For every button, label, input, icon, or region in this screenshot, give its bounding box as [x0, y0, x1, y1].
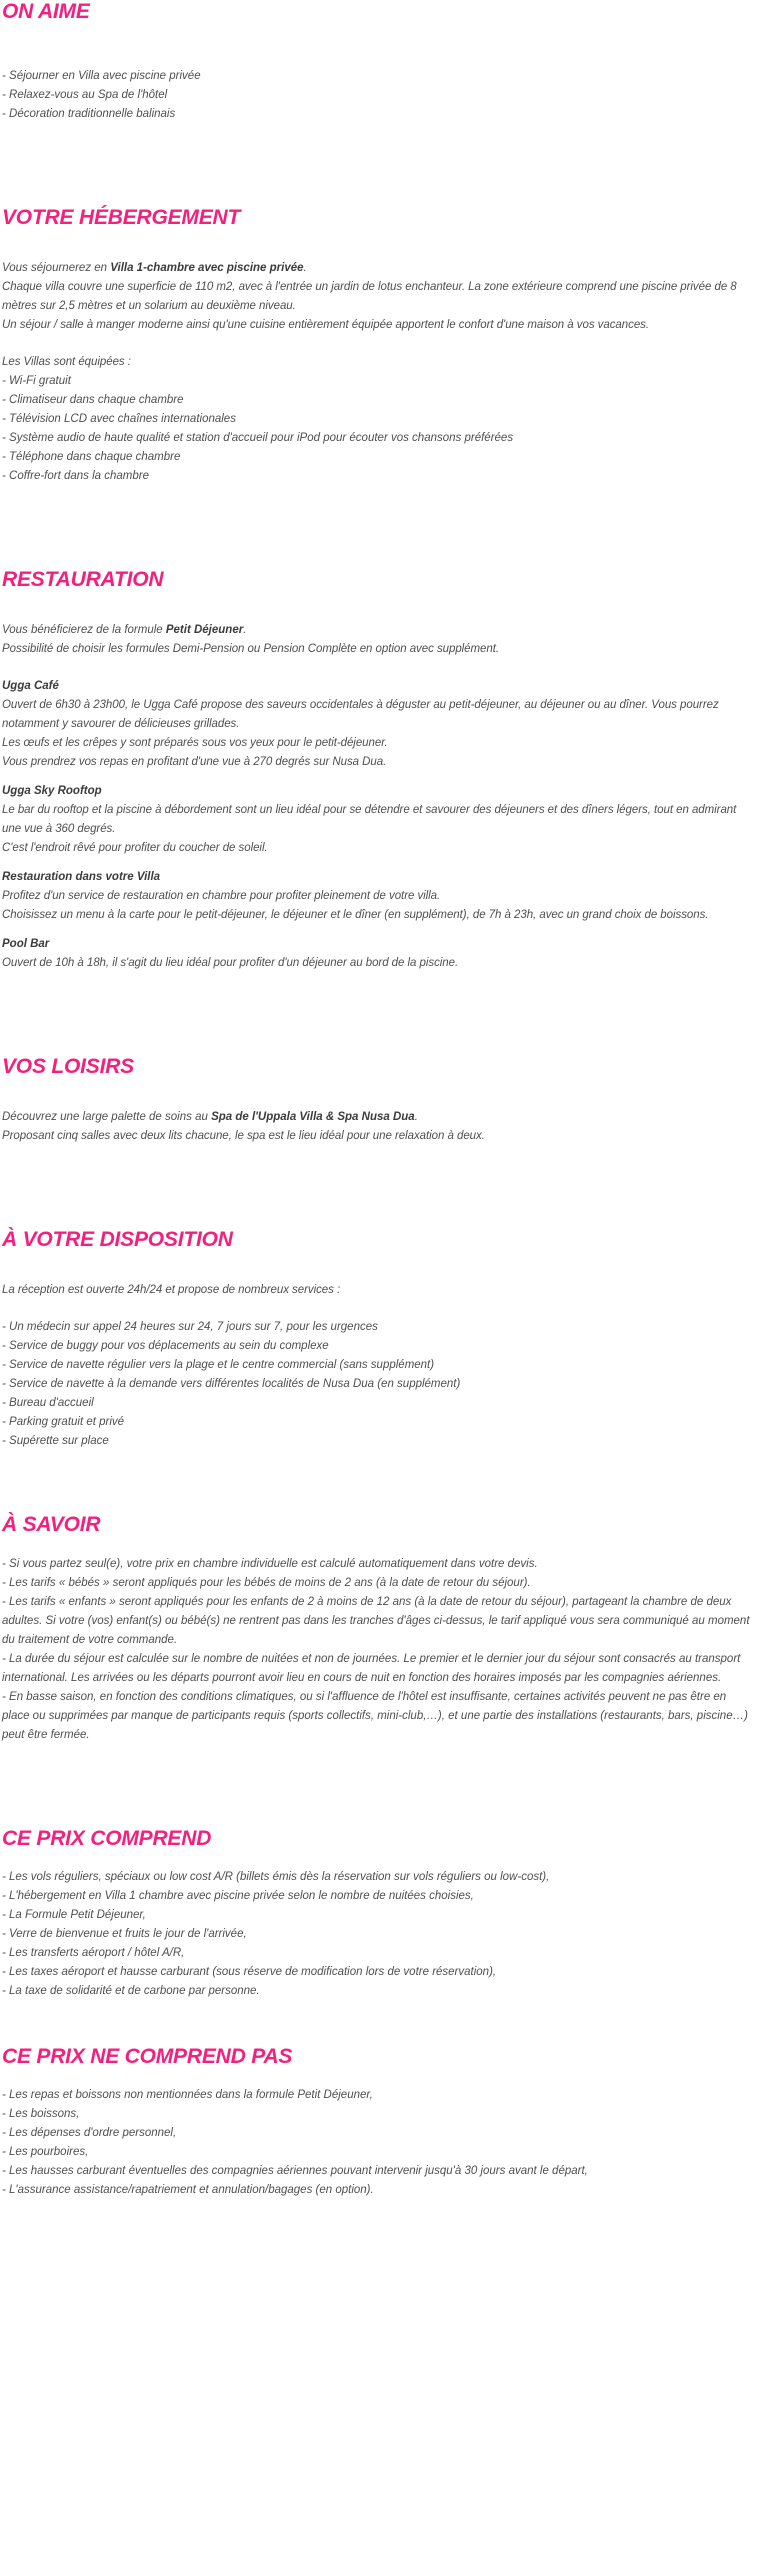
venue-line: Les œufs et les crêpes y sont préparés sous vos yeux pour le petit-déjeuner. — [2, 737, 388, 750]
included-list — [2, 1868, 752, 2001]
list-item: - L'hébergement en Villa 1 chambre avec piscine privée selon le nombre de nuitées choisies, — [2, 1889, 474, 1902]
section-title-disposition: À VOTRE DISPOSITION — [2, 1228, 233, 1252]
section-title-loisirs: VOS LOISIRS — [2, 1055, 134, 1079]
list-item: - La Formule Petit Déjeuner, — [2, 1908, 146, 1921]
spacer — [2, 124, 752, 206]
services-list — [2, 1318, 752, 1451]
venue-in-villa-dining — [2, 868, 752, 925]
section-hebergement — [2, 206, 752, 486]
list-item: - Les tarifs « bébés » seront appliqués pour les bébés de moins de 2 ans (à la date de retour du séjour). — [2, 1576, 531, 1589]
list-item: - Wi-Fi gratuit — [2, 375, 71, 388]
list-item: - Les hausses carburant éventuelles des compagnies aériennes pouvant intervenir jusqu'à 30 jours avant le départ, — [2, 2164, 588, 2177]
lead-emphasis: Spa de l'Uppala Villa & Spa Nusa Dua — [211, 1111, 415, 1124]
list-item: - Téléphone dans chaque chambre — [2, 451, 181, 464]
venue-name: Pool Bar — [2, 938, 50, 951]
section-disposition — [2, 1228, 752, 1451]
spacer — [2, 1251, 752, 1281]
list-item: - Coffre-fort dans la chambre — [2, 470, 150, 483]
equipment-list — [2, 372, 752, 486]
restauration-lead — [2, 621, 752, 640]
list-item: - Les boissons, — [2, 2107, 80, 2120]
list-item: - Un médecin sur appel 24 heures sur 24, 7 jours sur 7, pour les urgences — [2, 1321, 378, 1334]
list-item: - Les taxes aéroport et hausse carburant (sous réserve de modification lors de votre réservation), — [2, 1965, 497, 1978]
restauration-lead-2: Possibilité de choisir les formules Demi-Pension ou Pension Complète en option avec supplément. — [2, 643, 500, 656]
section-title-ce-prix-ne-comprend-pas: CE PRIX NE COMPREND PAS — [2, 2044, 293, 2068]
loisirs-lead — [2, 1108, 752, 1127]
list-item: - Parking gratuit et privé — [2, 1416, 125, 1429]
lead-prefix: Vous bénéficierez de la formule — [2, 624, 166, 637]
lead-suffix: . — [414, 1111, 418, 1124]
section-title-ce-prix-comprend: CE PRIX COMPREND — [2, 1826, 212, 1850]
spacer — [2, 1745, 752, 1827]
list-item: - La taxe de solidarité et de carbone par personne. — [2, 1984, 260, 1997]
section-restauration — [2, 568, 752, 973]
list-item: - Service de navette à la demande vers différentes localités de Nusa Dua (en supplément) — [2, 1378, 461, 1391]
list-item: - L'assurance assistance/rapatriement et annulation/bagages (en option). — [2, 2183, 374, 2196]
hebergement-paragraph-1: Chaque villa couvre une superficie de 110 m2, avec à l'entrée un jardin de lotus enchanteur. La zone extérieure comprend une piscine privée de 8 mètres sur 2,5 mètres et un solarium au deuxième niveau. — [2, 281, 737, 313]
section-title-restauration: RESTAURATION — [2, 568, 164, 592]
venue-line: Ouvert de 10h à 18h, il s'agit du lieu idéal pour profiter d'un déjeuner au bord de la piscine. — [2, 957, 459, 970]
list-item: - Télévision LCD avec chaînes internationales — [2, 413, 236, 426]
lead-prefix: Découvrez une large palette de soins au — [2, 1111, 212, 1124]
on-aime-list — [2, 67, 752, 124]
venue-line: Ouvert de 6h30 à 23h00, le Ugga Café propose des saveurs occidentales à déguster au petit-déjeuner, au déjeuner ou au dîner. Vous pourrez notamment y savourer de délicieuses grillades. — [2, 699, 719, 731]
spacer — [2, 335, 752, 353]
spacer — [2, 772, 752, 782]
section-title-on-aime: ON AIME — [2, 0, 90, 23]
list-item: - Si vous partez seul(e), votre prix en chambre individuelle est calculé automatiquement dans votre devis. — [2, 1557, 538, 1570]
list-item: - En basse saison, en fonction des conditions climatiques, ou si l'affluence de l'hôtel est insuffisante, certaines activités peuvent ne pas être en place ou supprimées par manque de participants requis (sports collectifs, mini-club,…), et une partie des installations (restaurants, bars, piscine…) peut être fermée. — [2, 1690, 748, 1741]
list-item: - Les pourboires, — [2, 2145, 89, 2158]
venue-name: Ugga Sky Rooftop — [2, 785, 102, 798]
excluded-list — [2, 2086, 752, 2200]
venue-ugga-sky-rooftop — [2, 782, 752, 858]
lead-suffix: . — [303, 262, 307, 275]
loisirs-lead-2: Proposant cinq salles avec deux lits chacune, le spa est le lieu idéal pour une relaxation à deux. — [2, 1130, 485, 1143]
list-item: - Verre de bienvenue et fruits le jour de l'arrivée, — [2, 1927, 247, 1940]
spacer — [2, 1537, 752, 1555]
list-item: - Relaxez-vous au Spa de l'hôtel — [2, 89, 168, 102]
venue-line: Choisissez un menu à la carte pour le petit-déjeuner, le déjeuner et le dîner (en supplément), de 7h à 23h, avec un grand choix de boissons. — [2, 909, 709, 922]
list-item: - Système audio de haute qualité et station d'accueil pour iPod pour écouter vos chansons préférées — [2, 432, 514, 445]
list-item: - Les tarifs « enfants » seront appliqués pour les enfants de 2 à moins de 12 ans (à la date de retour du séjour), partageant la chambre de deux adultes. Si votre (vos) enfant(s) ou bébé(s) ne rentrent pas dans les tranches d'âges ci-dessus, le tarif appliqué vous sera communiqué au moment du traitement de votre commande. — [2, 1595, 750, 1646]
list-item: - Climatiseur dans chaque chambre — [2, 394, 184, 407]
list-item: - La durée du séjour est calculée sur le nombre de nuitées et non de journées. Le premier et le dernier jour du séjour sont consacrés au transport international. Les arrivées ou les départs pourront avoir lieu en cours de nuit en fonction des horaires imposés par les compagnies aériennes. — [2, 1652, 741, 1684]
list-item: - Supérette sur place — [2, 1435, 109, 1448]
spacer — [2, 1146, 752, 1228]
venue-name: Ugga Café — [2, 680, 59, 693]
list-item: - Service de navette régulier vers la plage et le centre commercial (sans supplément) — [2, 1359, 435, 1372]
venue-line: Vous prendrez vos repas en profitant d'une vue à 270 degrés sur Nusa Dua. — [2, 756, 387, 769]
spacer — [2, 925, 752, 935]
section-ce-prix-ne-comprend-pas — [2, 2045, 752, 2200]
venue-line: Le bar du rooftop et la piscine à débordement sont un lieu idéal pour se détendre et savourer des déjeuners et des dîners légers, tout en admirant une vue à 360 degrés. — [2, 804, 737, 836]
spacer — [2, 1850, 752, 1868]
a-savoir-list — [2, 1555, 752, 1745]
venue-line: Profitez d'un service de restauration en chambre pour profiter pleinement de votre villa. — [2, 890, 441, 903]
lead-emphasis: Villa 1-chambre avec piscine privée — [110, 262, 304, 275]
venue-name: Restauration dans votre Villa — [2, 871, 161, 884]
list-item: - Les transferts aéroport / hôtel A/R, — [2, 1946, 185, 1959]
section-ce-prix-comprend — [2, 1827, 752, 2001]
list-item: - Séjourner en Villa avec piscine privée — [2, 70, 201, 83]
venue-line: C'est l'endroit rêvé pour profiter du coucher de soleil. — [2, 842, 268, 855]
spacer — [2, 1300, 752, 1318]
spacer — [2, 973, 752, 1055]
list-item: - Décoration traditionnelle balinais — [2, 108, 176, 121]
equipment-intro: Les Villas sont équipées : — [2, 356, 131, 369]
section-title-hebergement: VOTRE HÉBERGEMENT — [2, 206, 241, 230]
venue-pool-bar — [2, 935, 752, 973]
list-item: - Les vols réguliers, spéciaux ou low cost A/R (billets émis dès la réservation sur vols réguliers ou low-cost), — [2, 1870, 550, 1883]
spacer — [2, 659, 752, 677]
spacer — [2, 23, 752, 67]
spacer — [2, 2068, 752, 2086]
spacer — [2, 229, 752, 259]
lead-prefix: Vous séjournerez en — [2, 262, 111, 275]
list-item: - Les repas et boissons non mentionnées dans la formule Petit Déjeuner, — [2, 2088, 373, 2101]
list-item: - Les dépenses d'ordre personnel, — [2, 2126, 177, 2139]
lead-emphasis: Petit Déjeuner — [165, 624, 244, 637]
spacer — [2, 591, 752, 621]
section-loisirs — [2, 1055, 752, 1146]
section-a-savoir — [2, 1513, 752, 1744]
hebergement-paragraph-2: Un séjour / salle à manger moderne ainsi qu'une cuisine entièrement équipée apportent le confort d'une maison à vos vacances. — [2, 319, 650, 332]
spacer — [2, 1078, 752, 1108]
spacer — [2, 2001, 752, 2045]
spacer — [2, 858, 752, 868]
section-on-aime — [2, 0, 752, 124]
disposition-intro: La réception est ouverte 24h/24 et propose de nombreux services : — [2, 1284, 341, 1297]
lead-suffix: . — [243, 624, 247, 637]
spacer — [2, 1451, 752, 1513]
spacer — [2, 486, 752, 568]
venue-ugga-cafe — [2, 677, 752, 772]
section-title-a-savoir: À SAVOIR — [2, 1513, 101, 1537]
list-item: - Service de buggy pour vos déplacements au sein du complexe — [2, 1340, 329, 1353]
list-item: - Bureau d'accueil — [2, 1397, 94, 1410]
hebergement-lead — [2, 259, 752, 278]
